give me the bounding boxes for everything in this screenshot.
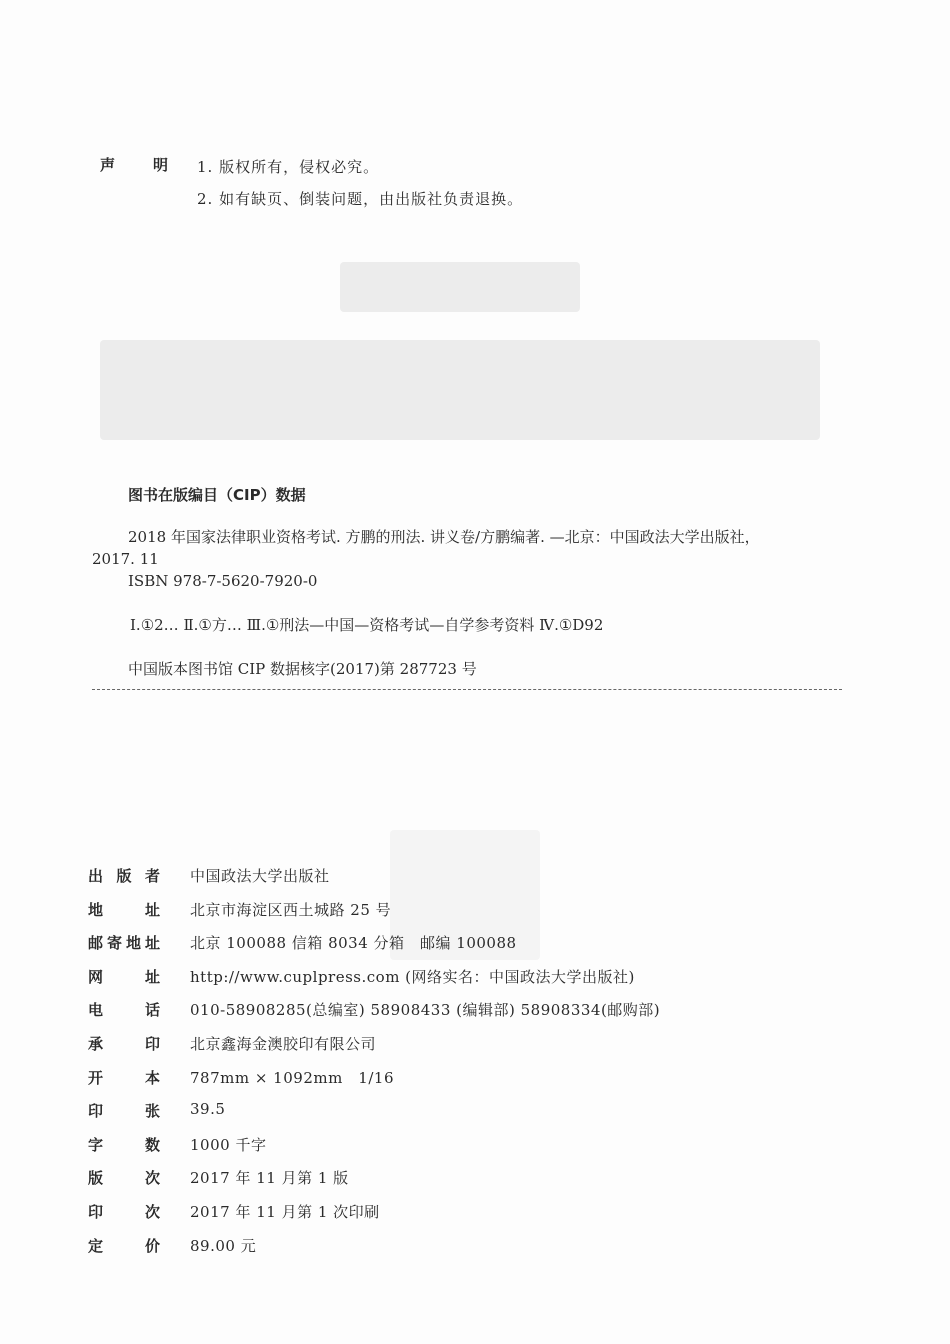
publication-info-label: 定价	[88, 1236, 160, 1255]
publication-info-value: 010-58908285(总编室) 58908433 (编辑部) 58908334(邮购部)	[190, 1001, 661, 1020]
publication-info-value: 北京 100088 信箱 8034 分箱 邮编 100088	[190, 934, 517, 953]
declaration-item: 1. 版权所有，侵权必究。	[197, 158, 380, 176]
show-through-shadow	[100, 340, 820, 440]
dashed-divider	[92, 689, 842, 690]
publication-info-label: 印次	[88, 1203, 160, 1221]
publication-info-value: 787mm × 1092mm 1/16	[190, 1068, 394, 1087]
cip-record-number: 中国版本图书馆 CIP 数据核字(2017)第 287723 号	[128, 660, 477, 678]
publication-info-value: 2017 年 11 月第 1 版	[190, 1169, 349, 1188]
publication-info-label: 字数	[88, 1135, 160, 1154]
publication-info-label: 印张	[88, 1102, 160, 1121]
publication-info-value: 39.5	[190, 1100, 226, 1119]
publication-info-label: 开本	[88, 1068, 160, 1087]
publication-info-value: 2017 年 11 月第 1 次印刷	[190, 1203, 380, 1221]
publication-info-value: 北京市海淀区西土城路 25 号	[190, 900, 392, 919]
cip-isbn: ISBN 978-7-5620-7920-0	[128, 572, 318, 590]
show-through-shadow	[340, 262, 580, 312]
publication-info-label: 电话	[88, 1001, 160, 1020]
publication-info-value: 89.00 元	[190, 1236, 257, 1255]
publication-info-value: 北京鑫海金澳胶印有限公司	[190, 1035, 377, 1053]
declaration-item: 2. 如有缺页、倒装问题，由出版社负责退换。	[197, 190, 524, 208]
publication-info-value: 中国政法大学出版社	[190, 867, 330, 885]
cip-classification: Ⅰ.①2… Ⅱ.①方… Ⅲ.①刑法—中国—资格考试—自学参考资料 Ⅳ.①D92	[130, 616, 604, 634]
publication-info-value: 1000 千字	[190, 1135, 267, 1154]
declaration-label: 声明	[100, 156, 207, 174]
publication-info-label: 版次	[88, 1169, 160, 1188]
publication-info-value: http://www.cuplpress.com (网络实名：中国政法大学出版社)	[190, 967, 635, 986]
cip-title: 图书在版编目（CIP）数据	[128, 486, 306, 504]
publication-info-label: 承印	[88, 1035, 160, 1053]
cip-description-continued: 2017. 11	[92, 550, 159, 568]
publication-info-label: 出版者	[88, 867, 160, 885]
publication-info-label: 网址	[88, 967, 160, 986]
publication-info-label: 邮寄地址	[88, 934, 160, 953]
cip-description: 2018 年国家法律职业资格考试. 方鹏的刑法. 讲义卷/方鹏编著. —北京：中国政法大学出版社，	[128, 528, 760, 546]
publication-info-label: 地址	[88, 900, 160, 919]
